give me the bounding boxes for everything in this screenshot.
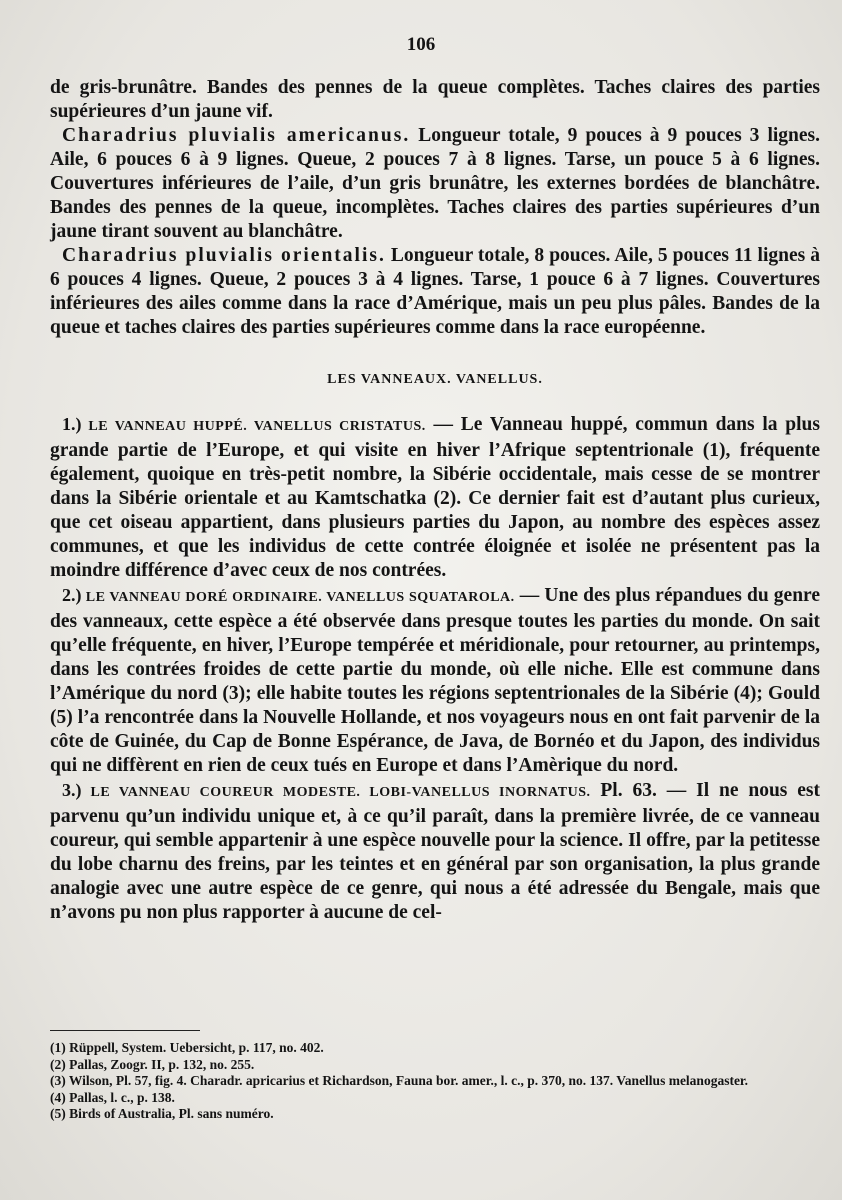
entry-number: 1.) bbox=[62, 414, 82, 434]
entry-vanneau-huppe bbox=[50, 412, 820, 583]
paragraph-continuation: de gris-brunâtre. Bandes des pennes de la queue complètes. Taches claires des parties supérieures d’un jaune vif. bbox=[50, 77, 820, 122]
entry-text: Pl. 63. — Il ne nous est parvenu qu’un individu unique et, à ce qu’il paraît, dans la première livrée, de ce vanneau coureur, qui semble appartenir à une espèce nouvelle pour la science. Il offre, par la petitesse du lobe charnu des freins, par les teintes et en général par son organisation, la plus grande analogie avec une autre espèce de ce genre, qui nous a été adressée du Bengale, mais que n’avons pu non plus rapporter à aucune de cel- bbox=[50, 780, 821, 923]
species-name: Charadrius pluvialis orientalis. bbox=[62, 245, 386, 266]
entry-number: 3.) bbox=[62, 780, 82, 800]
entry-text: — Une des plus répandues du genre des vanneaux, cette espèce a été observée dans presque toutes les parties du monde. On sait qu’elle fréquente, en hiver, l’Europe tempérée et méridionale, pour retourner, au printemps, dans les contrées froides de cette partie du monde, où elle niche. Elle est commune dans l’Amérique du nord (3); elle habite toutes les régions septentrionales de la Sibérie (4); Gould (5) l’a rencontrée dans la Nouvelle Hollande, et nos voyageurs nous en ont fait parvenir de la côte de Guinée, du Cap de Bonne Espérance, de Java, de Bornéo et du Japon, des individus qui ne diffèrent en rien de ceux tués en Europe et dans l’Amèrique du nord. bbox=[50, 585, 820, 776]
section-heading: LES VANNEAUX. VANELLUS. bbox=[327, 372, 543, 387]
entry-text: — Le Vanneau huppé, commun dans la plus grande partie de l’Europe, et qui visite en hiver l’Afrique septentrionale (1), fréquente également, quoique en très-petit nombre, la Sibérie occidentale, mais cesse de se montrer dans la Sibérie orientale et au Kamtschatka (2). Ce dernier fait est d’autant plus curieux, que cet oiseau appartient, dans plusieurs parties du Japon, au nombre des espèces assez communes, et que les individus de cette contrée éloignée et isolée ne présentent pas la moindre différence d’avec ceux de nos contrées. bbox=[50, 414, 820, 581]
paragraph-orientalis bbox=[50, 244, 820, 340]
paragraph-text: Longueur totale, 8 pouces. Aile, 5 pouces 11 lignes à 6 pouces 4 lignes. Queue, 2 pouces 3 à 4 lignes. Tarse, 1 pouce 6 à 7 lignes. Couvertures inférieures des ailes comme dans la race d’Amérique, mais un peu plus pâles. Bandes de la queue et taches claires des parties supérieures comme dans la race européenne. bbox=[50, 245, 820, 338]
footnotes bbox=[50, 1040, 820, 1123]
entry-vanneau-dore bbox=[50, 583, 820, 778]
footnote: (2) Pallas, Zoogr. II, p. 132, no. 255. bbox=[50, 1056, 255, 1072]
footnote: (5) Birds of Australia, Pl. sans numéro. bbox=[50, 1106, 274, 1121]
entry-title: LE VANNEAU COUREUR MODESTE. LOBI-VANELLUS INORNATUS. bbox=[81, 785, 591, 800]
paragraph-text: Longueur totale, 9 pouces à 9 pouces 3 lignes. Aile, 6 pouces 6 à 9 lignes. Queue, 2 pouces 7 à 8 lignes. Tarse, un pouce 5 à 6 lignes. Couvertures inférieures de l’aile, d’un gris brunâtre, les externes bordées de blanchâtre. Bandes des pennes de la queue, incomplètes. Taches claires des parties supérieures d’un jaune tirant souvent au blanchâtre. bbox=[50, 125, 820, 242]
footnote: (3) Wilson, Pl. 57, fig. 4. Charadr. apricarius et Richardson, Fauna bor. amer., l. c., p. 370, no. 137. Vanellus melanogaster. bbox=[50, 1073, 749, 1088]
entry-vanneau-coureur bbox=[50, 778, 820, 925]
entry-number: 2.) bbox=[62, 585, 82, 605]
entry-title: LE VANNEAU DORÉ ORDINAIRE. VANELLUS SQUATAROLA. bbox=[81, 590, 515, 605]
footnote: (1) Rüppell, System. Uebersicht, p. 117, no. 402. bbox=[50, 1040, 324, 1055]
paragraph-americanus bbox=[50, 124, 820, 244]
footnote: (4) Pallas, l. c., p. 138. bbox=[50, 1089, 175, 1105]
entry-title: LE VANNEAU HUPPÉ. VANELLUS CRISTATUS. bbox=[81, 419, 426, 434]
page-number: 106 bbox=[406, 34, 436, 55]
main-text bbox=[50, 76, 820, 925]
footnote-rule bbox=[50, 1030, 200, 1031]
species-name: Charadrius pluvialis americanus. bbox=[62, 125, 411, 146]
